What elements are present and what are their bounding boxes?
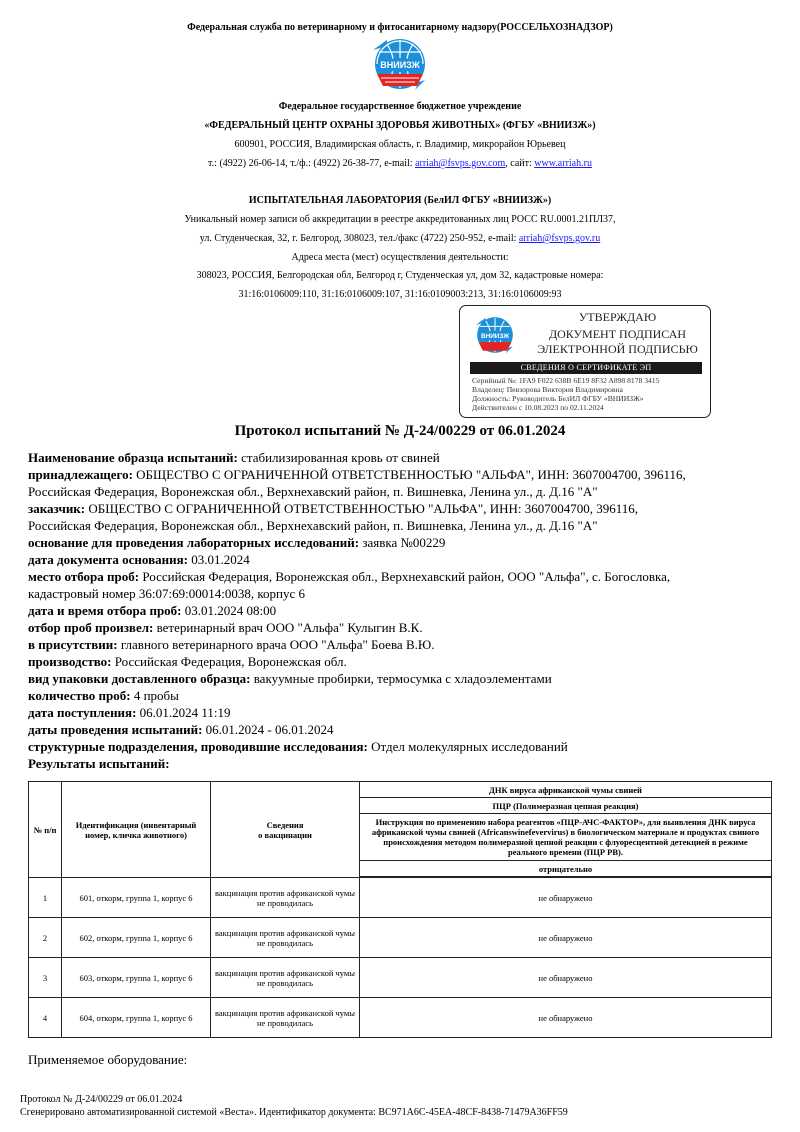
field-value: ветеринарный врач ООО "Альфа" Кулыгин В.К. [153,620,423,635]
row-num: 3 [29,958,62,998]
table-row [29,918,772,958]
field-value: 03.01.2024 [187,552,250,567]
field-row [28,551,788,568]
field-label: заказчик: [28,501,86,516]
stamp-approve: УТВЕРЖДАЮ [578,310,657,324]
row-vaccination: вакцинация против африканской чумы не проводилась [211,958,360,998]
field-row [28,704,788,721]
protocol-title: Протокол испытаний № Д-24/00229 от 06.01.2024 [234,423,566,439]
lab-email-link[interactable]: arriah@fsvps.gov.ru [518,233,601,244]
sample-details [28,449,788,772]
header-method: ПЦР (Полимеразная цепная реакция) [360,798,772,814]
row-result: не обнаружено [360,998,772,1038]
table-row [29,878,772,918]
field-value: 03.01.2024 08:00 [181,603,277,618]
site-prefix: , сайт: [505,158,535,169]
field-row [28,466,788,483]
field-row [28,721,788,738]
header-vaccination-line1: Сведения [266,819,304,830]
field-label: производство: [28,654,112,669]
field-row [28,636,788,653]
stamp-position: Должность: Руководитель БелИЛ ФГБУ «ВНИИЗЖ» [472,394,644,403]
row-identification: 601, откорм, группа 1, корпус 6 [62,878,211,918]
row-vaccination: вакцинация против африканской чумы не проводилась [211,878,360,918]
stamp-signed: ДОКУМЕНТ ПОДПИСАН [548,327,687,341]
institution-type: Федеральное государственное бюджетное учреждение [278,101,522,112]
electronic-signature-stamp [459,305,711,418]
row-result: не обнаружено [360,918,772,958]
lab-activity-label: Адреса места (мест) осуществления деятельности: [291,252,509,263]
field-value: 4 пробы [130,688,179,703]
results-heading [28,755,788,772]
field-row [28,568,788,585]
field-label: вид упаковки доставленного образца: [28,671,251,686]
row-identification: 604, откорм, группа 1, корпус 6 [62,998,211,1038]
field-label: даты проведения испытаний: [28,722,203,737]
field-value: заявка №00229 [359,535,446,550]
field-value: вакуумные пробирки, термосумка с хладоэлементами [250,671,552,686]
field-value: ОБЩЕСТВО С ОГРАНИЧЕННОЙ ОТВЕТСТВЕННОСТЬЮ "АЛЬФА", ИНН: 3607004700, 396116, [132,467,686,482]
field-row [28,500,788,517]
svg-text:ВНИИЗЖ: ВНИИЗЖ [480,332,510,340]
header-identification: Идентификация (инвентарный номер, кличка животного) [62,782,211,878]
field-row [28,687,788,704]
row-num: 1 [29,878,62,918]
field-value: Российская Федерация, Воронежская обл., Верхнехавский район, ООО "Альфа", с. Богословка, [139,569,671,584]
header-instruction: Инструкция по применению набора реагентов «ПЦР-АЧС-ФАКТОР», для выявления ДНК вируса африканской чумы свиней (Africanswinefevervirus) в биологическом материале и продуктах свиного происхождения методом полимеразной цепной реакции с флуоресцентной детекцией в режиме реального времени (ПЦР РВ). [360,814,772,861]
field-label: основание для проведения лабораторных исследований: [28,535,360,550]
field-label: принадлежащего: [28,467,133,482]
field-value: 06.01.2024 - 06.01.2024 [202,722,334,737]
field-row [28,585,788,602]
header-test-name: ДНК вируса африканской чумы свиней [360,782,772,798]
stamp-certificate-bar: СВЕДЕНИЯ О СЕРТИФИКАТЕ ЭП [470,362,702,374]
field-row [28,602,788,619]
field-label: дата документа основания: [28,552,188,567]
field-value: главного ветеринарного врача ООО "Альфа" Боева В.Ю. [117,637,435,652]
lab-address [0,233,800,245]
row-identification: 603, откорм, группа 1, корпус 6 [62,958,211,998]
field-row [28,738,788,755]
institution-contacts [0,158,800,170]
field-label: дата поступления: [28,705,137,720]
field-value: 06.01.2024 11:19 [136,705,231,720]
table-row [29,998,772,1038]
stamp-serial: Серийный №: 1FA9 F022 638B 6E19 8F32 A898 8178 3415 [472,376,660,385]
field-value: кадастровый номер 36:07:69:00014:0038, корпус 6 [28,586,305,601]
row-vaccination: вакцинация против африканской чумы не проводилась [211,918,360,958]
row-result: не обнаружено [360,958,772,998]
row-num: 2 [29,918,62,958]
contacts-text: т.: (4922) 26-06-14, т./ф.: (4922) 26-38-77, e-mail: [208,158,416,169]
header-num: № п/п [29,782,62,878]
field-label: Результаты испытаний: [28,756,170,771]
field-label: дата и время отбора проб: [28,603,182,618]
field-row [28,449,788,466]
row-num: 4 [29,998,62,1038]
row-vaccination: вакцинация против африканской чумы не проводилась [211,998,360,1038]
equipment-label: Применяемое оборудование: [28,1052,188,1067]
stamp-electronic: ЭЛЕКТРОННОЙ ПОДПИСЬЮ [537,342,698,356]
field-label: в присутствии: [28,637,118,652]
institution-site-link[interactable]: www.arriah.ru [534,158,592,169]
field-value: Российская Федерация, Воронежская обл., Верхнехавский район, п. Вишневка, Ленина ул., д. Д.16 "А" [28,518,598,533]
field-row [28,517,788,534]
header-vaccination-line2: о вакцинации [258,829,312,840]
results-table [28,781,772,1038]
field-row [28,653,788,670]
row-result: не обнаружено [360,878,772,918]
footer-generated: Сгенерировано автоматизированной системой «Веста». Идентификатор документа: BC971A6C-45EA-48CF-8438-71479A36FF59 [20,1107,568,1118]
lab-accreditation: Уникальный номер записи об аккредитации в реестре аккредитованных лиц РОСС RU.0001.21ПЛ37, [184,214,616,225]
field-label: Наименование образца испытаний: [28,450,238,465]
field-value: Российская Федерация, Воронежская обл., Верхнехавский район, п. Вишневка, Ленина ул., д. Д.16 "А" [28,484,598,499]
field-label: отбор проб произвел: [28,620,154,635]
vniizzh-logo [365,36,435,92]
stamp-logo [470,314,520,361]
row-identification: 602, откорм, группа 1, корпус 6 [62,918,211,958]
field-row [28,619,788,636]
agency-name: Федеральная служба по ветеринарному и фитосанитарному надзору(РОССЕЛЬХОЗНАДЗОР) [187,22,613,33]
lab-cadastral-numbers: 31:16:0106009:110, 31:16:0106009:107, 31:16:0109003:213, 31:16:0106009:93 [238,289,562,300]
header-norm: отрицательно [360,861,772,877]
field-value: стабилизированная кровь от свиней [237,450,440,465]
field-label: место отбора проб: [28,569,140,584]
lab-activity-address: 308023, РОССИЯ, Белгородская обл, Белгород г, Студенческая ул, дом 32, кадастровые номера: [196,270,604,281]
table-row [29,958,772,998]
stamp-owner: Владелец: Певзорова Виктория Владимировна [472,385,623,394]
field-value: Отдел молекулярных исследований [367,739,568,754]
institution-email-link[interactable]: arriah@fsvps.gov.com [415,158,506,169]
field-label: структурные подразделения, проводившие исследования: [28,739,368,754]
field-row [28,670,788,687]
footer-protocol: Протокол № Д-24/00229 от 06.01.2024 [20,1094,183,1105]
institution-address: 600901, РОССИЯ, Владимирская область, г. Владимир, микрорайон Юрьевец [234,139,566,150]
table-header-row [29,782,772,798]
field-value: ОБЩЕСТВО С ОГРАНИЧЕННОЙ ОТВЕТСТВЕННОСТЬЮ "АЛЬФА", ИНН: 3607004700, 396116, [85,501,638,516]
field-value: Российская Федерация, Воронежская обл. [111,654,347,669]
field-label: количество проб: [28,688,131,703]
lab-address-text: ул. Студенческая, 32, г. Белгород, 308023, тел./факс (4722) 250-952, e-mail: [199,233,519,244]
svg-text:ВНИИЗЖ: ВНИИЗЖ [380,60,420,70]
field-row [28,534,788,551]
institution-name: «ФЕДЕРАЛЬНЫЙ ЦЕНТР ОХРАНЫ ЗДОРОВЬЯ ЖИВОТНЫХ» (ФГБУ «ВНИИЗЖ») [204,120,596,131]
header-vaccination [211,782,360,878]
stamp-validity: Действителен с 10.08.2023 по 02.11.2024 [472,403,604,412]
field-row [28,483,788,500]
lab-name: ИСПЫТАТЕЛЬНАЯ ЛАБОРАТОРИЯ (БелИЛ ФГБУ «ВНИИЗЖ») [248,195,552,206]
